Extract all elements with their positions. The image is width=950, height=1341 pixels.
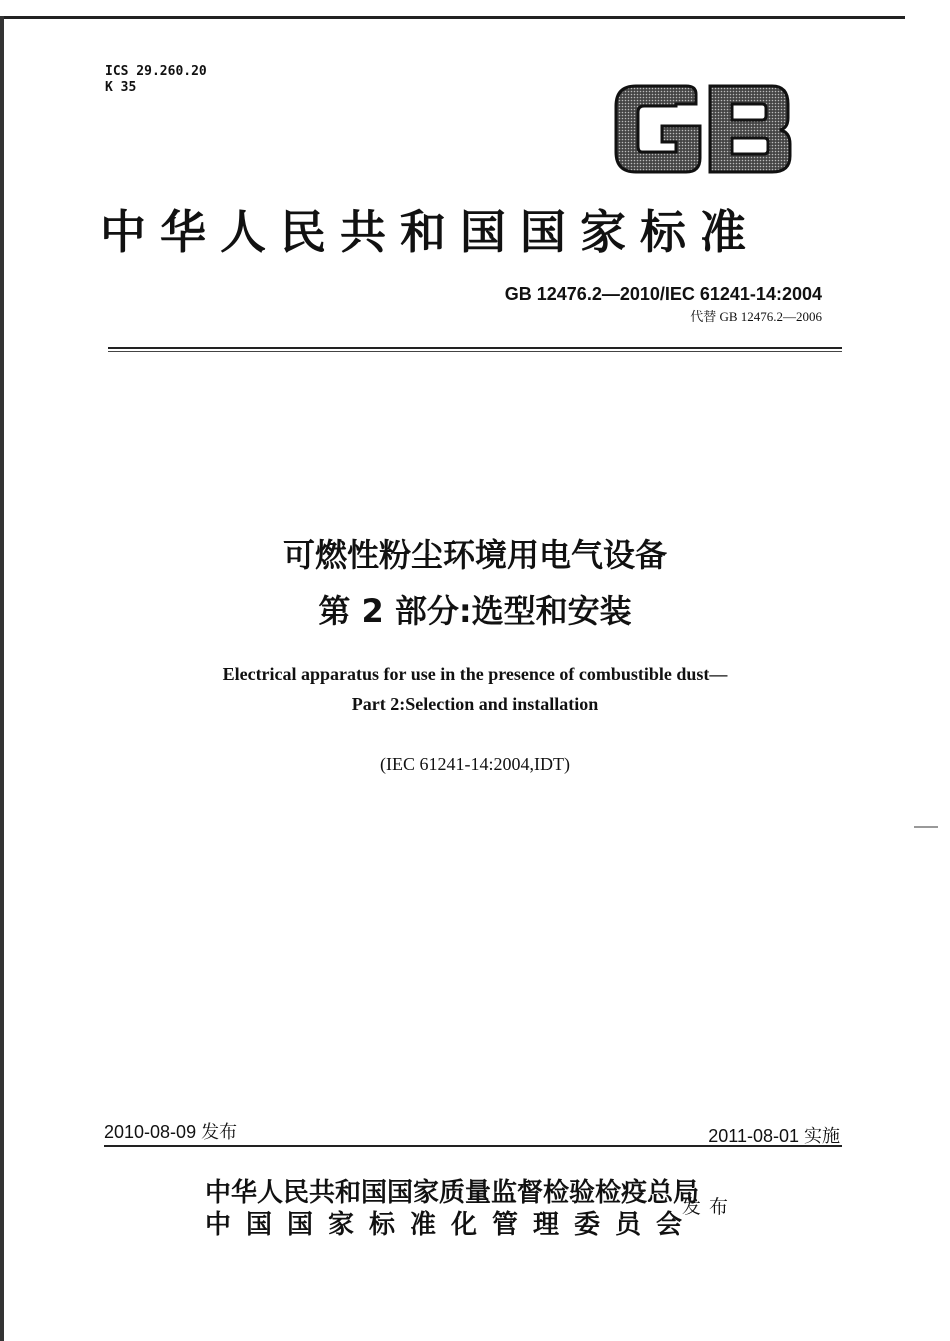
implementation-date: 2011-08-01 实施 [708, 1126, 840, 1146]
gb-logo [612, 84, 792, 174]
footer-divider [104, 1145, 842, 1147]
en-title-line2: Part 2:Selection and installation [351, 694, 599, 714]
issuer-aqsiq: 中华人民共和国国家质量监督检验检疫总局 [205, 1178, 700, 1208]
scan-border-top [0, 16, 905, 19]
ccs-code: K 35 [105, 80, 137, 95]
en-title-line1: Electrical apparatus for use in the presence of combustible dust— [222, 664, 728, 684]
replaces-standard: 代替 GB 12476.2—2006 [690, 309, 822, 324]
classification-codes [105, 64, 207, 96]
ics-code: ICS 29.260.20 [105, 64, 207, 79]
adoption-statement: (IEC 61241-14:2004,IDT) [380, 754, 570, 774]
cn-title-line2: 第 2 部分:选型和安装 [318, 592, 632, 630]
issuer-sac: 中国国家标准化管理委员会 [205, 1210, 698, 1240]
standard-number: GB 12476.2—2010/IEC 61241-14:2004 [504, 284, 822, 304]
scan-mark [914, 826, 938, 828]
issue-date: 2010-08-09 发布 [104, 1122, 238, 1142]
national-standard-title: 中华人民共和国国家标准 [100, 205, 760, 259]
publish-label: 发布 [682, 1196, 737, 1218]
cn-title-line1: 可燃性粉尘环境用电气设备 [282, 536, 667, 574]
header-divider [108, 347, 842, 352]
